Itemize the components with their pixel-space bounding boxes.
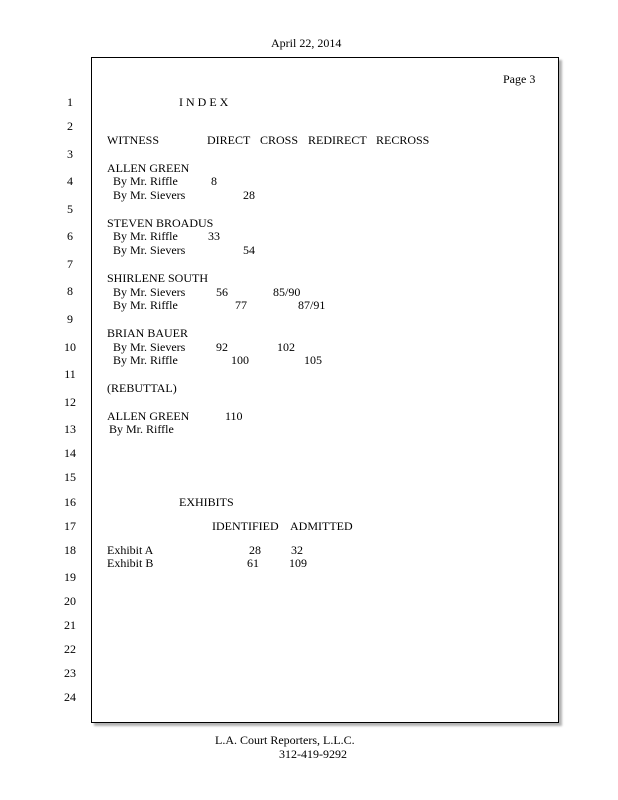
- witness-name: ALLEN GREEN: [107, 409, 190, 423]
- examination-by: By Mr. Sievers: [113, 188, 186, 202]
- exhibit-label: Exhibit B: [107, 556, 154, 570]
- redirect-page: 85/90: [273, 285, 301, 299]
- direct-page: 8: [211, 174, 217, 188]
- examination-by: By Mr. Riffle: [113, 229, 178, 243]
- line-number: 4: [67, 174, 73, 188]
- line-number: 3: [67, 147, 73, 161]
- line-number: 20: [64, 594, 76, 608]
- line-number: 19: [64, 570, 76, 584]
- footer-company: L.A. Court Reporters, L.L.C.: [215, 733, 355, 747]
- column-header-recross: RECROSS: [376, 133, 430, 147]
- examination-by: By Mr. Riffle: [113, 174, 178, 188]
- exhibit-identified-page: 28: [249, 543, 261, 557]
- direct-page: 56: [216, 285, 228, 299]
- cross-page: 100: [231, 353, 249, 367]
- page-number: Page 3: [503, 72, 536, 86]
- examination-by: By Mr. Riffle: [113, 298, 178, 312]
- line-number: 18: [64, 543, 76, 557]
- exhibits-title: EXHIBITS: [179, 495, 234, 509]
- line-number: 22: [64, 642, 76, 656]
- exhibit-label: Exhibit A: [107, 543, 154, 557]
- witness-name: ALLEN GREEN: [107, 161, 190, 175]
- witness-name: STEVEN BROADUS: [107, 216, 214, 230]
- rebuttal-label: (REBUTTAL): [107, 381, 177, 395]
- witness-name: SHIRLENE SOUTH: [107, 271, 208, 285]
- cross-page: 77: [235, 298, 247, 312]
- line-number: 13: [64, 422, 76, 436]
- direct-page: 33: [208, 229, 220, 243]
- line-number: 2: [67, 119, 73, 133]
- line-number: 23: [64, 666, 76, 680]
- line-number: 24: [64, 690, 76, 704]
- line-number: 1: [67, 95, 73, 109]
- line-number: 10: [64, 340, 76, 354]
- column-header-redirect: REDIRECT: [308, 133, 367, 147]
- line-number: 15: [64, 470, 76, 484]
- line-number: 17: [64, 519, 76, 533]
- index-title: I N D E X: [179, 95, 229, 109]
- column-header-identified: IDENTIFIED: [212, 519, 279, 533]
- column-header-cross: CROSS: [260, 133, 299, 147]
- recross-page: 87/91: [298, 298, 326, 312]
- recross-page: 105: [304, 353, 322, 367]
- exhibit-admitted-page: 32: [291, 543, 303, 557]
- exhibit-identified-page: 61: [247, 556, 259, 570]
- column-header-admitted: ADMITTED: [290, 519, 353, 533]
- examination-by: By Mr. Riffle: [113, 353, 178, 367]
- direct-page: 92: [216, 340, 228, 354]
- footer-phone: 312-419-9292: [279, 747, 347, 761]
- redirect-page: 102: [277, 340, 295, 354]
- examination-by: By Mr. Sievers: [113, 285, 186, 299]
- cross-page: 54: [243, 243, 255, 257]
- witness-name: BRIAN BAUER: [107, 326, 189, 340]
- line-number: 21: [64, 618, 76, 632]
- line-number: 5: [67, 202, 73, 216]
- examination-by: By Mr. Riffle: [109, 422, 174, 436]
- line-number: 6: [67, 229, 73, 243]
- line-number: 16: [64, 495, 76, 509]
- line-number: 9: [67, 312, 73, 326]
- line-number: 11: [64, 367, 76, 381]
- column-header-witness: WITNESS: [107, 133, 159, 147]
- column-header-direct: DIRECT: [207, 133, 251, 147]
- examination-by: By Mr. Sievers: [113, 243, 186, 257]
- direct-page: 110: [225, 409, 243, 423]
- line-number: 12: [64, 395, 76, 409]
- exhibit-admitted-page: 109: [289, 556, 307, 570]
- line-number: 8: [67, 284, 73, 298]
- examination-by: By Mr. Sievers: [113, 340, 186, 354]
- page-date: April 22, 2014: [271, 36, 342, 50]
- line-number: 14: [64, 446, 76, 460]
- line-number: 7: [67, 257, 73, 271]
- cross-page: 28: [243, 188, 255, 202]
